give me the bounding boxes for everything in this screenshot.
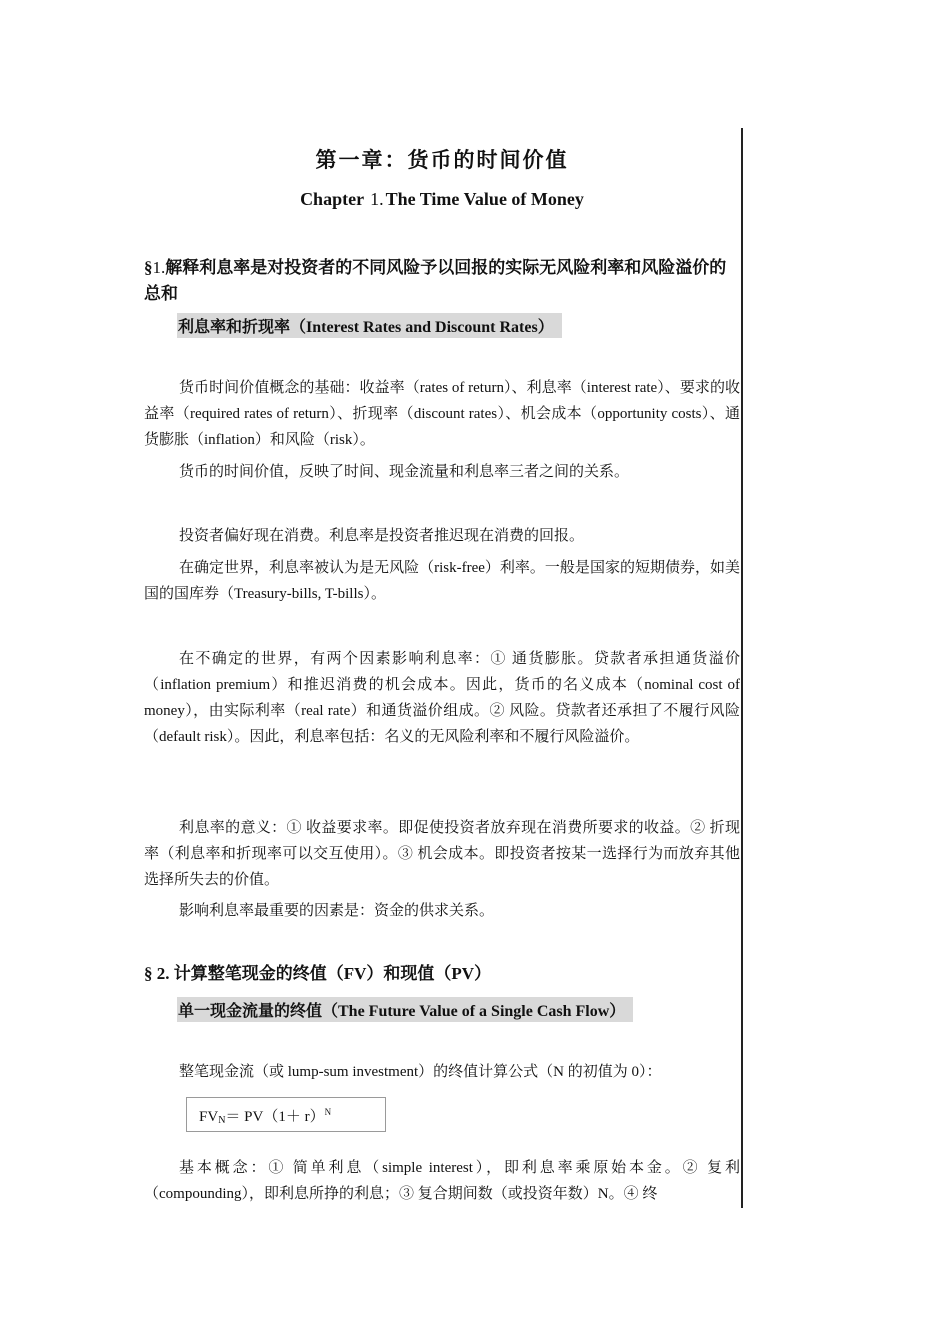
chapter-number: 1. (370, 189, 384, 209)
formula-subscript: N (218, 1115, 226, 1126)
formula-superscript: N (324, 1107, 332, 1117)
paragraph: 基本概念：① 简单利息（simple interest），即利息率乘原始本金。② 复利（compounding），即利息所挣的利息；③ 复合期间数（或投资年数）N。④ 终 (144, 1160, 740, 1202)
paragraph: 货币的时间价值，反映了时间、现金流量和利息率三者之间的关系。 (179, 464, 630, 480)
section-2-heading: § 2. 计算整笔现金的终值（FV）和现值（PV） (144, 964, 492, 983)
section-1-text: 解释利息率是对投资者的不同风险予以回报的实际无风险利率和风险溢价的总和 (144, 258, 727, 303)
section-1-subheading: 利息率和折现率（Interest Rates and Discount Rates） (177, 313, 562, 338)
paragraph: 影响利息率最重要的因素是：资金的供求关系。 (179, 903, 495, 919)
chapter-prefix: Chapter (300, 189, 365, 209)
paragraph: 在不确定的世界，有两个因素影响利息率：① 通货膨胀。贷款者承担通货溢价（inflation premium）和推迟消费的机会成本。因此，货币的名义成本（nominal cost of money），由实际利率（real rate）和通货溢价组成。② 风险。贷款者还承担了不履行风险（default risk）。因此，利息率包括：名义的无风险利率和不履行风险溢价。 (144, 651, 740, 745)
fv-formula-box (186, 1097, 386, 1132)
section-mark: § (144, 258, 153, 277)
section-2-subheading: 单一现金流量的终值（The Future Value of a Single Cash Flow） (177, 997, 633, 1022)
paragraph: 投资者偏好现在消费。利息率是投资者推迟现在消费的回报。 (179, 528, 585, 544)
paragraph: 利息率的意义：① 收益要求率。即促使投资者放弃现在消费所要求的收益。② 折现率（利息率和折现率可以交互使用）。③ 机会成本。即投资者按某一选择行为而放弃其他选择所失去的价值。 (144, 820, 740, 888)
section-number: 1. (152, 258, 166, 277)
paragraph: 整笔现金流（或 lump-sum investment）的终值计算公式（N 的初值为 0）： (179, 1064, 662, 1080)
chapter-title-text: The Time Value of Money (385, 189, 584, 209)
chapter-title-cn: 第一章：货币的时间价值 (315, 148, 569, 172)
paragraph: 在确定世界，利息率被认为是无风险（risk-free）利率。一般是国家的短期债券，如美国的国库券（Treasury-bills, T-bills）。 (144, 560, 740, 602)
chapter-title-en (0, 189, 884, 210)
formula-lhs: FV (199, 1109, 219, 1125)
paragraph: 货币时间价值概念的基础：收益率（rates of return）、利息率（interest rate）、要求的收益率（required rates of return）、折现率（discount rates）、机会成本（opportunity costs）、通货膨胀（inflation）和风险（risk）。 (144, 380, 740, 448)
formula-rhs: ＝ PV（1＋ r） (225, 1109, 325, 1125)
section-1-heading (144, 255, 742, 307)
